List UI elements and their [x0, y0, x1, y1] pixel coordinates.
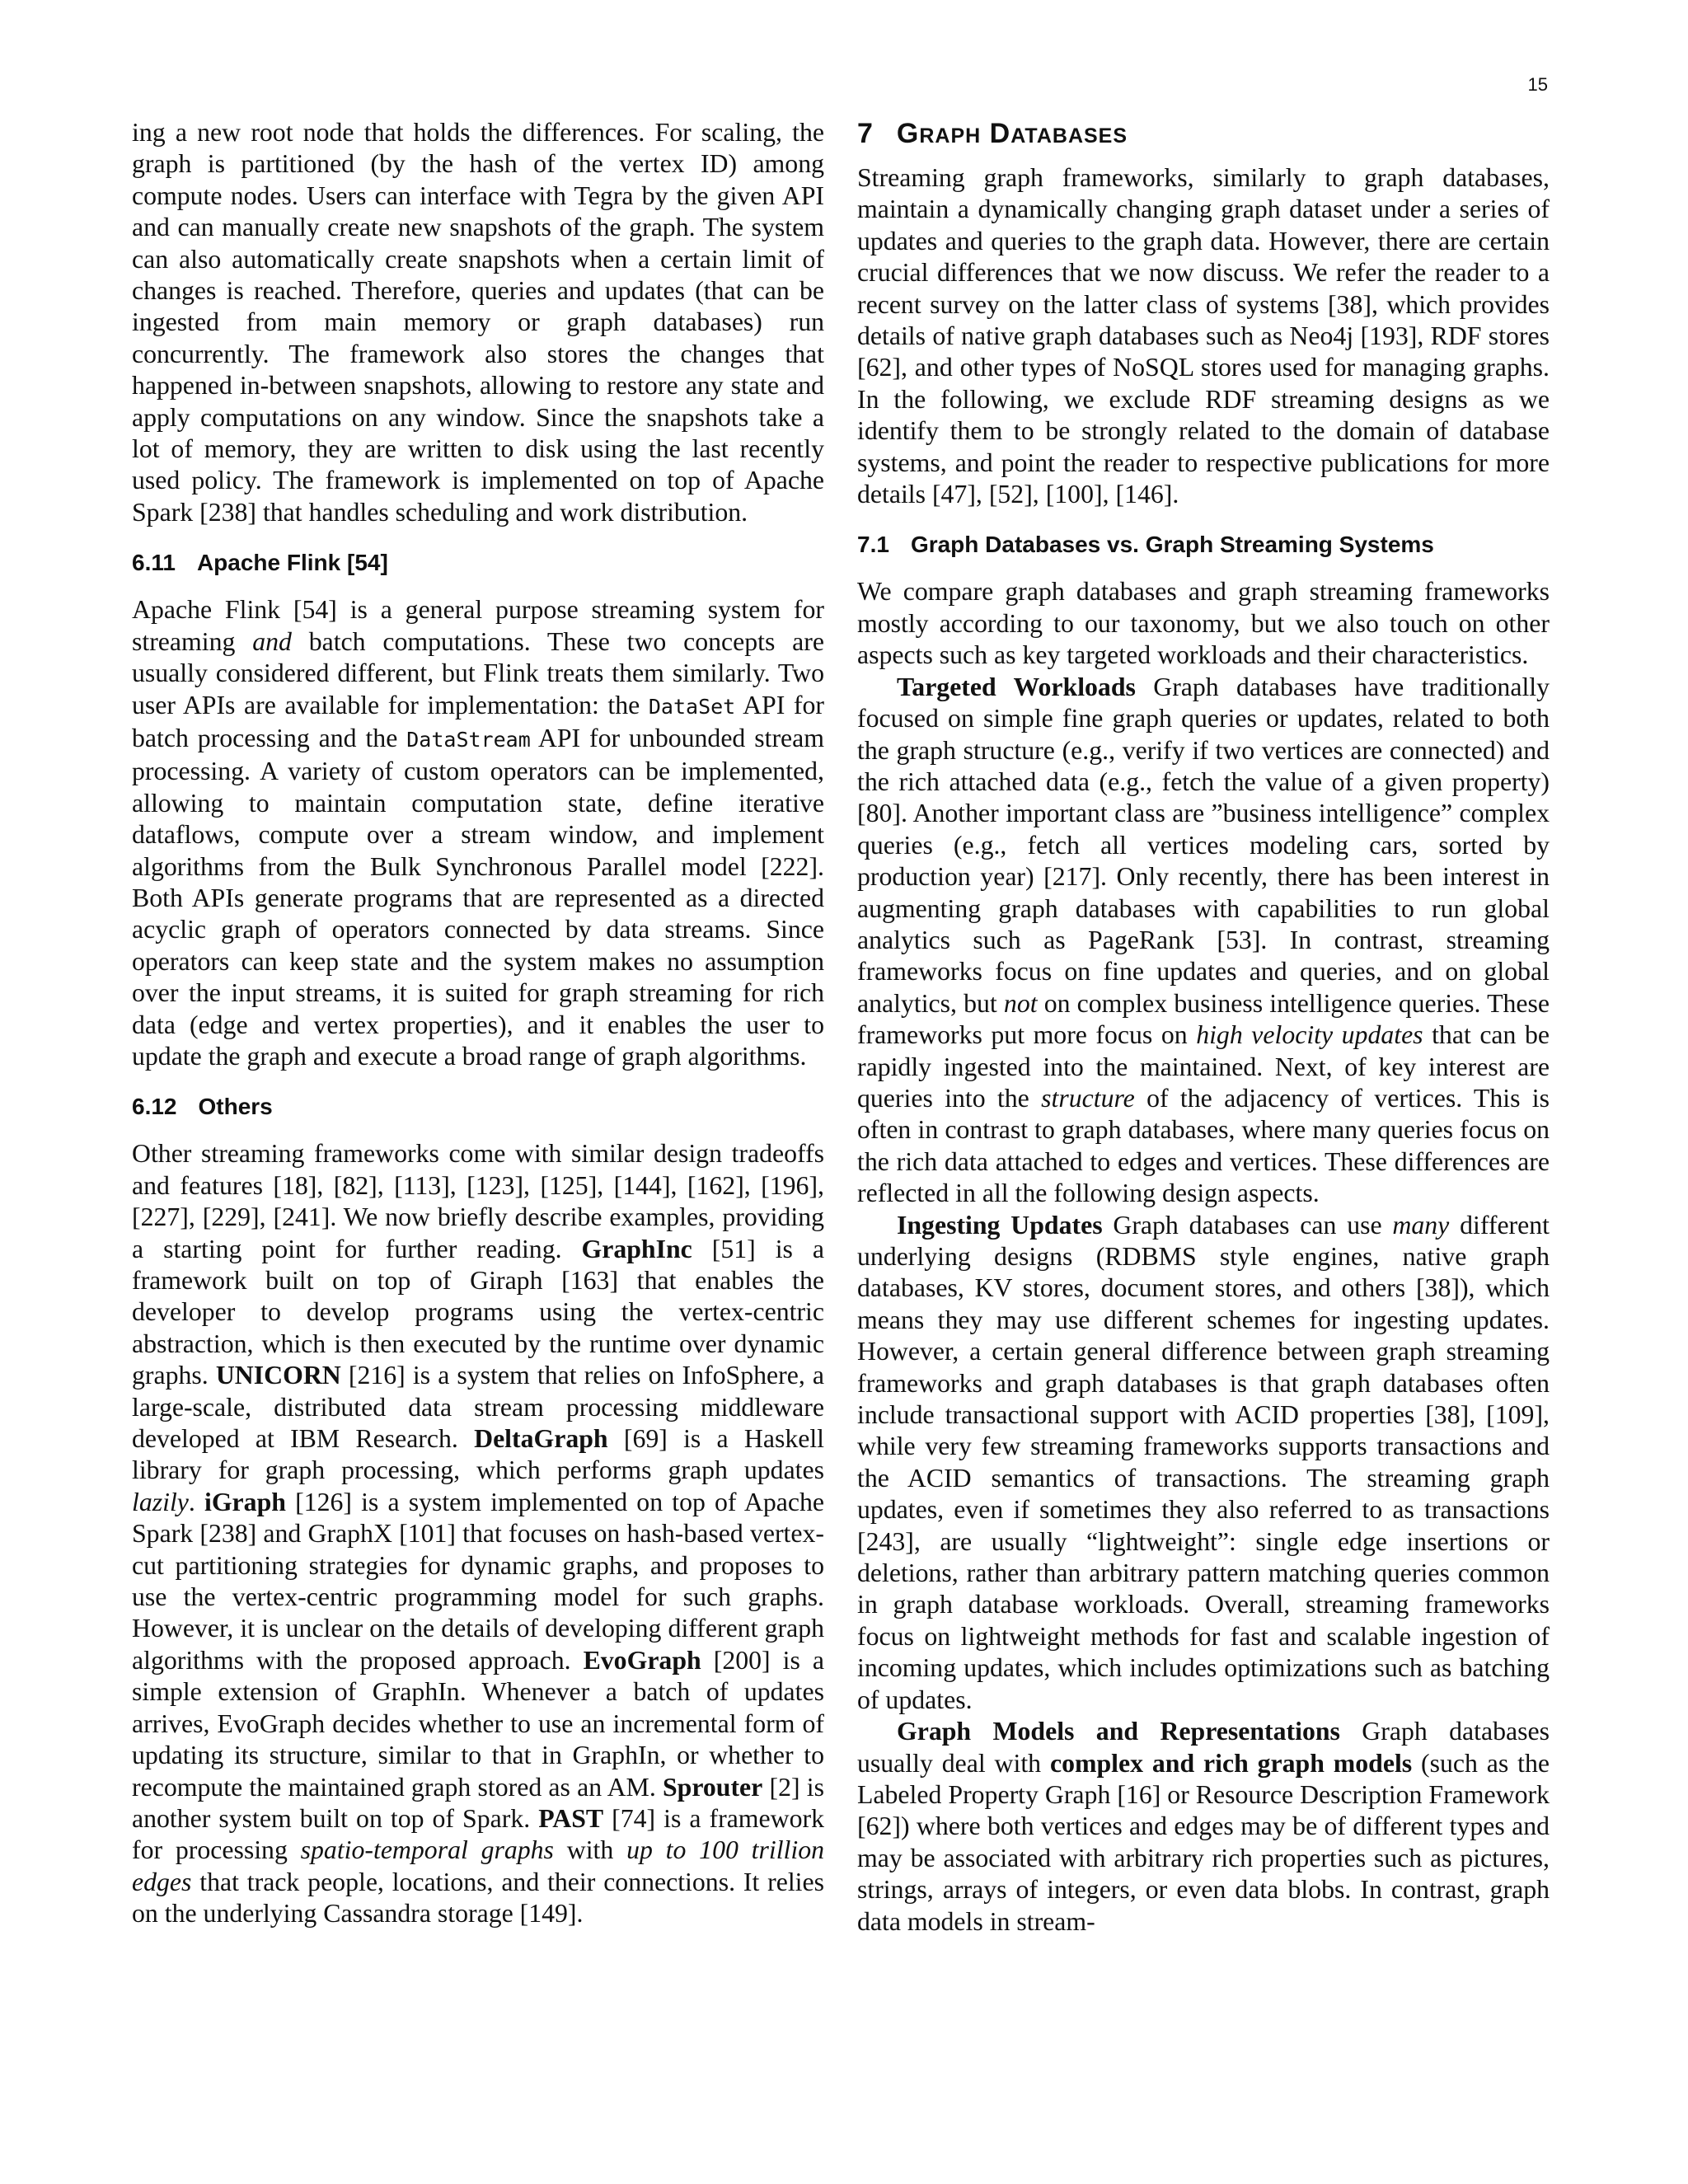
- section-6-12-heading: 6.12 Others: [132, 1094, 273, 1120]
- paragraph-compare: We compare graph databases and graph streaming frameworks mostly according to our taxonomy, but we also touch on other aspects such as key targeted workloads and their characteristics.: [857, 577, 1550, 670]
- paragraph-flink: Apache Flink [54] is a general purpose streaming system for streaming and batch computations. These two concepts are usually considered different, but Flink treats them similarly. Two user APIs are available for implementation: the DataSet API for batch processing and the DataStream API for unbounded stream processing. A variety of custom operators can be implemented, allowing to maintain computation state, define iterative dataflows, compute over a stream window, and implement algorithms from the Bulk Synchronous Parallel model [222]. Both APIs generate programs that are represented as a directed acyclic graph of operators connected by data streams. Since operators can keep state and the system makes no assumption over the input streams, it is suited for graph streaming for rich data (edge and vertex properties), and it enables the user to update the graph and execute a broad range of graph algorithms.: [132, 595, 824, 1071]
- section-7-1-heading: 7.1 Graph Databases vs. Graph Streaming Systems: [857, 532, 1434, 558]
- left-column: [132, 117, 824, 1930]
- right-column: [857, 117, 1550, 1938]
- paragraph-graph-databases-intro: Streaming graph frameworks, similarly to graph databases, maintain a dynamically changing graph dataset under a series of updates and queries to the graph data. However, there are certain crucial differences that we now discuss. We refer the reader to a recent survey on the latter class of systems [38], which provides details of native graph databases such as Neo4j [193], RDF stores [62], and other types of NoSQL stores used for managing graphs. In the following, we exclude RDF streaming designs as we identify them to be strongly related to the domain of database systems, and point the reader to respective publications for more details [47], [52], [100], [146].: [857, 163, 1550, 509]
- paragraph-ingesting-updates: Ingesting Updates Graph databases can use many different underlying designs (RDBMS style engines, native graph databases, KV stores, document stores, and others [38]), which means they may use different schemes for ingesting updates. However, a certain general difference between graph streaming frameworks and graph databases is that graph databases often include transactional support with ACID properties [38], [109], while very few streaming frameworks supports transactions and the ACID semantics of transactions. The streaming graph updates, even if sometimes they also referred to as transactions [243], are usually “lightweight”: single edge insertions or deletions, rather than arbitrary pattern matching queries common in graph database workloads. Overall, streaming frameworks focus on lightweight methods for fast and scalable ingestion of incoming updates, which includes optimizations such as batching of updates.: [857, 1210, 1550, 1714]
- paragraph-graph-models: Graph Models and Representations Graph databases usually deal with complex and rich graph models (such as the Labeled Property Graph [16] or Resource Description Framework [62]) where both vertices and edges may be of different types and may be associated with arbitrary rich properties such as pictures, strings, arrays of integers, or even data blobs. In contrast, graph data models in stream-: [857, 1717, 1550, 1936]
- section-7-heading: 7 GRAPH DATABASES: [857, 118, 1128, 149]
- page-number: 15: [1527, 74, 1548, 95]
- paragraph-others: Other streaming frameworks come with similar design tradeoffs and features [18], [82], [113], [123], [125], [144], [162], [196], [227], [229], [241]. We now briefly describe examples, providing a starting point for further reading. GraphInc [51] is a framework built on top of Giraph [163] that enables the developer to develop programs using the vertex-centric abstraction, which is then executed by the runtime over dynamic graphs. UNICORN [216] is a system that relies on InfoSphere, a large-scale, distributed data stream processing middleware developed at IBM Research. DeltaGraph [69] is a Haskell library for graph processing, which performs graph updates lazily. iGraph [126] is a system implemented on top of Apache Spark [238] and GraphX [101] that focuses on hash-based vertex-cut partitioning strategies for dynamic graphs, and proposes to use the vertex-centric programming model for such graphs. However, it is unclear on the details of developing different graph algorithms with the proposed approach. EvoGraph [200] is a simple extension of GraphIn. Whenever a batch of updates arrives, EvoGraph decides whether to use an incremental form of updating its structure, similar to that in GraphIn, or whether to recompute the maintained graph stored as an AM. Sprouter [2] is another system built on top of Spark. PAST [74] is a framework for processing spatio-temporal graphs with up to 100 trillion edges that track people, locations, and their connections. It relies on the underlying Cassandra storage [149].: [132, 1139, 825, 1929]
- paragraph-targeted-workloads: Targeted Workloads Graph databases have traditionally focused on simple fine graph queries or updates, related to both the graph structure (e.g., verify if two vertices are connected) and the rich attached data (e.g., fetch the value of a given property) [80]. Another important class are ”business intelligence” complex queries (e.g., fetch all vertices modeling cars, sorted by production year) [217]. Only recently, there has been interest in augmenting graph databases with capabilities to run global analytics such as PageRank [53]. In contrast, streaming frameworks focus on fine updates and queries, and on global analytics, but not on complex business intelligence queries. These frameworks put more focus on high velocity updates that can be rapidly ingested into the maintained. Next, of key interest are queries into the structure of the adjacency of vertices. This is often in contrast to graph databases, where many queries focus on the rich data attached to edges and vertices. These differences are reflected in all the following design aspects.: [857, 672, 1550, 1208]
- section-6-11-heading: 6.11 Apache Flink [54]: [132, 550, 388, 576]
- paragraph-tegra: ing a new root node that holds the differences. For scaling, the graph is partitioned (by the hash of the vertex ID) among compute nodes. Users can interface with Tegra by the given API and can manually create new snapshots of the graph. The system can also automatically create snapshots when a certain limit of changes is reached. Therefore, queries and updates (that can be ingested from main memory or graph databases) run concurrently. The framework also stores the changes that happened in-between snapshots, allowing to restore any state and apply computations on any window. Since the snapshots take a lot of memory, they are written to disk using the last recently used policy. The framework is implemented on top of Apache Spark [238] that handles scheduling and work distribution.: [132, 118, 824, 527]
